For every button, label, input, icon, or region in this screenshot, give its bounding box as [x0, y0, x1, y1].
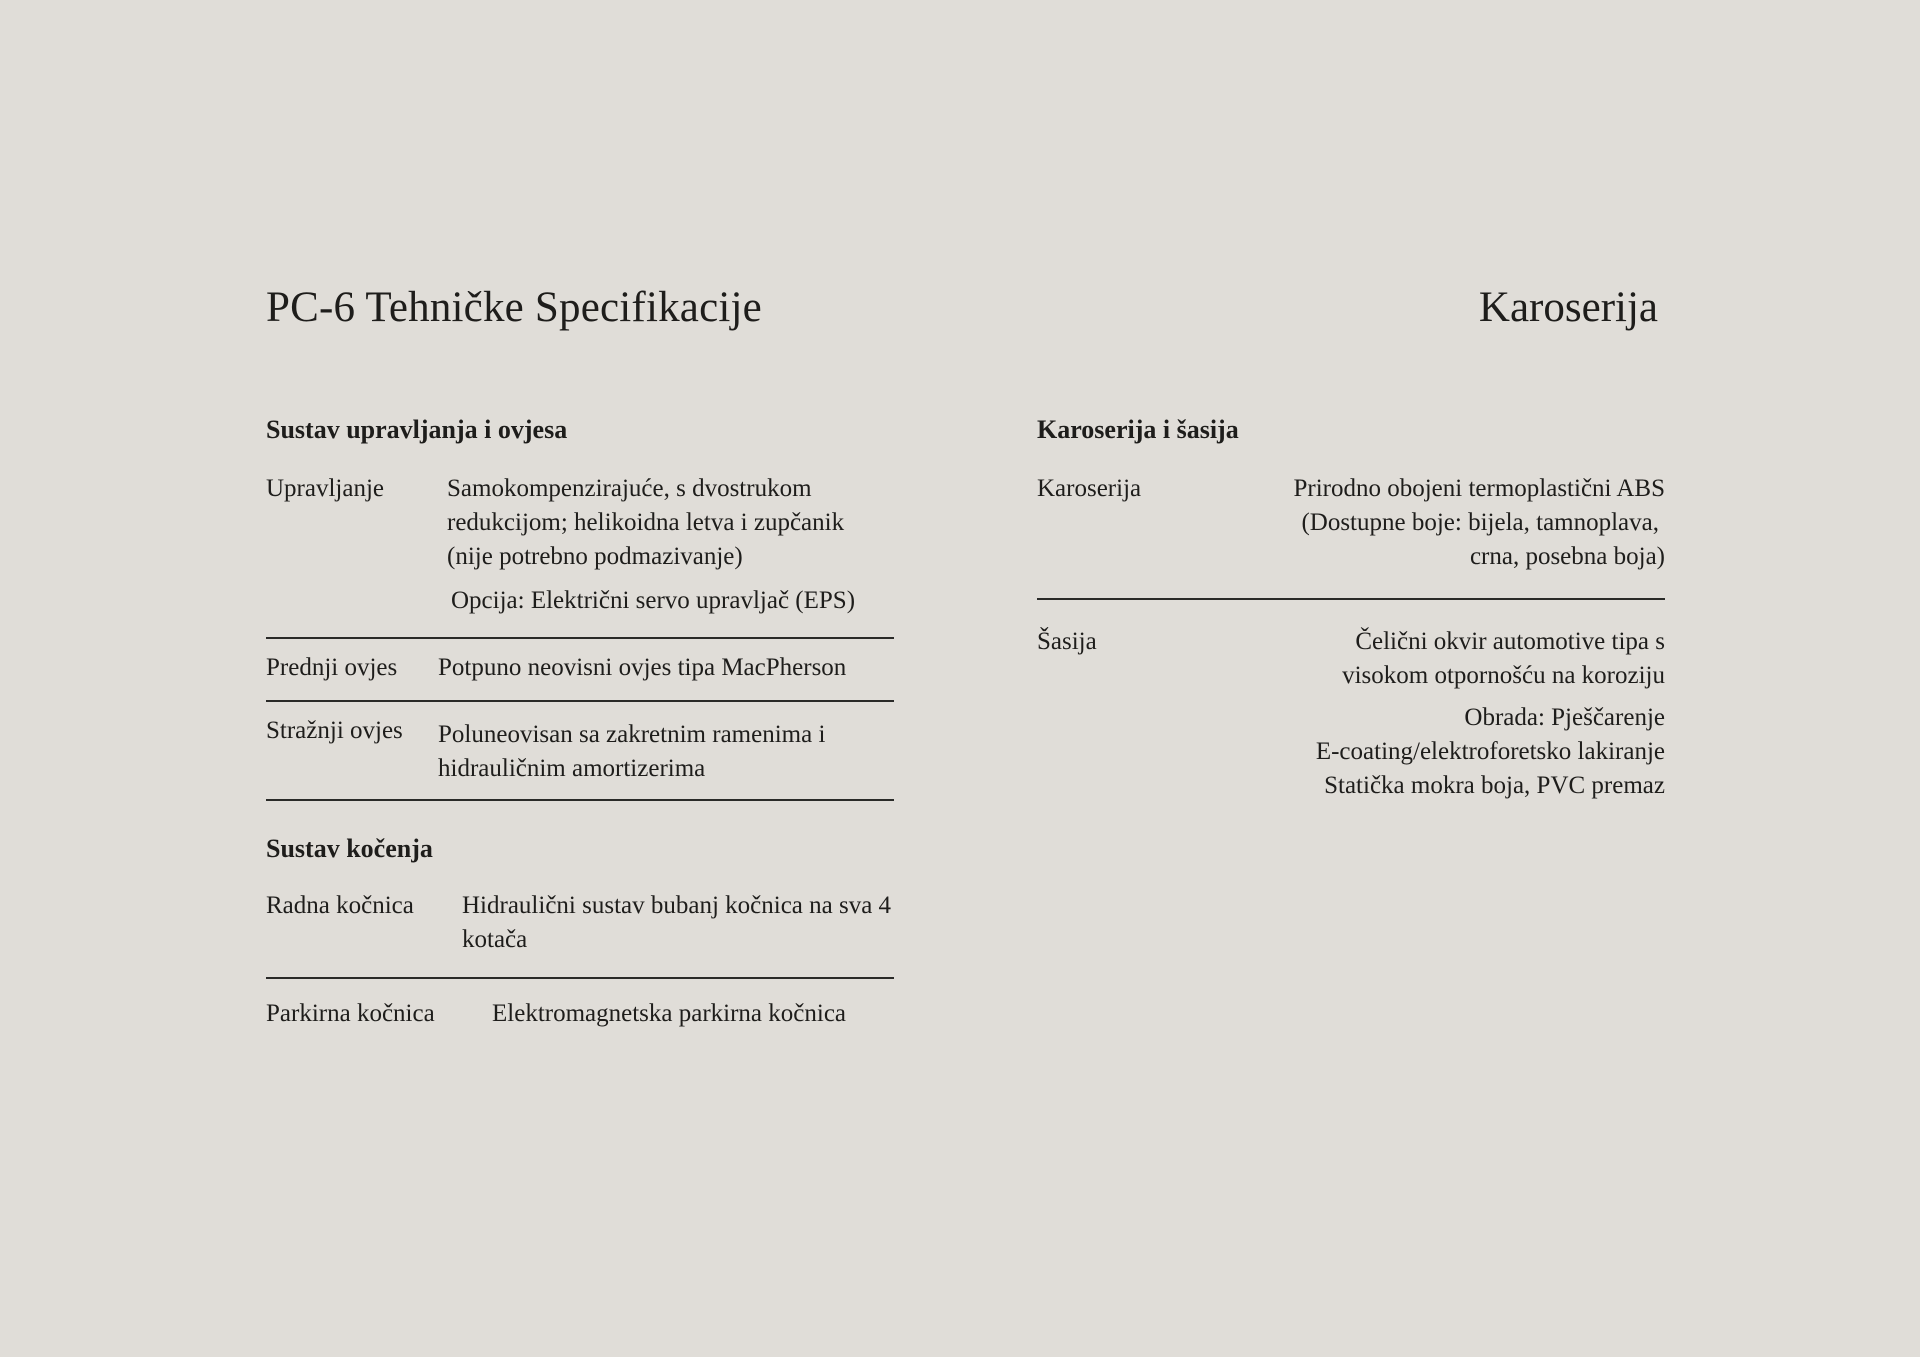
value-line: Prirodno obojeni termoplastični ABS	[1293, 475, 1665, 502]
value-line: (nije potrebno podmazivanje)	[447, 543, 743, 570]
value-line: visokom otpornošću na koroziju	[1342, 662, 1665, 689]
option-note: Opcija: Električni servo upravljač (EPS)	[451, 587, 856, 614]
spec-label: Radna kočnica	[266, 892, 414, 919]
spec-row-service-brake	[266, 889, 894, 957]
value-line: Samokompenzirajuće, s dvostrukom	[447, 475, 812, 502]
left-column	[266, 413, 894, 1031]
treatment-line: Obrada: Pješčarenje	[1464, 704, 1665, 731]
section-title: Karoserija	[1478, 284, 1658, 331]
treatment-line: Statička mokra boja, PVC premaz	[1324, 772, 1665, 799]
spec-value: Elektromagnetska parkirna kočnica	[492, 1000, 847, 1027]
spec-row-steering	[266, 472, 894, 618]
spec-label: Šasija	[1037, 628, 1097, 655]
value-line: (Dostupne boje: bijela, tamnoplava,	[1301, 509, 1659, 536]
divider	[266, 977, 894, 979]
spec-label: Stražnji ovjes	[266, 717, 403, 744]
spec-label: Parkirna kočnica	[266, 1000, 435, 1027]
value-line: hidrauličnim amortizerima	[438, 755, 706, 782]
divider	[1037, 598, 1665, 600]
spec-value	[1197, 625, 1665, 803]
value-line: Hidraulični sustav bubanj kočnica na sva 4	[462, 892, 892, 919]
spec-row-front-suspension	[266, 651, 894, 685]
treatment-line: E-coating/elektroforetsko lakiranje	[1315, 738, 1665, 765]
divider	[266, 700, 894, 702]
spec-row-body	[1037, 472, 1665, 574]
brakes-heading: Sustav kočenja	[266, 834, 433, 863]
spec-value: Potpuno neovisni ovjes tipa MacPherson	[438, 654, 847, 681]
spec-value	[1197, 472, 1665, 574]
spec-row-parking-brake	[266, 997, 894, 1031]
value-line: Poluneovisan sa zakretnim ramenima i	[438, 721, 826, 748]
spec-label: Prednji ovjes	[266, 654, 398, 681]
body-chassis-heading: Karoserija i šasija	[1037, 415, 1239, 444]
spec-label: Karoserija	[1037, 475, 1142, 502]
steering-suspension-heading: Sustav upravljanja i ovjesa	[266, 415, 568, 444]
spec-row-chassis	[1037, 625, 1665, 803]
value-line: crna, posebna boja)	[1469, 543, 1665, 570]
divider	[266, 637, 894, 639]
spec-value	[438, 714, 894, 786]
right-column	[1037, 413, 1665, 803]
spec-label: Upravljanje	[266, 475, 385, 502]
spec-value	[462, 889, 894, 957]
divider	[266, 799, 894, 801]
spec-row-rear-suspension	[266, 714, 894, 786]
spec-value	[447, 472, 894, 618]
value-line: Čelični okvir automotive tipa s	[1355, 628, 1665, 655]
page-title: PC-6 Tehničke Specifikacije	[266, 284, 762, 331]
value-line: redukcijom; helikoidna letva i zupčanik	[447, 509, 845, 536]
value-line: kotača	[462, 926, 528, 953]
